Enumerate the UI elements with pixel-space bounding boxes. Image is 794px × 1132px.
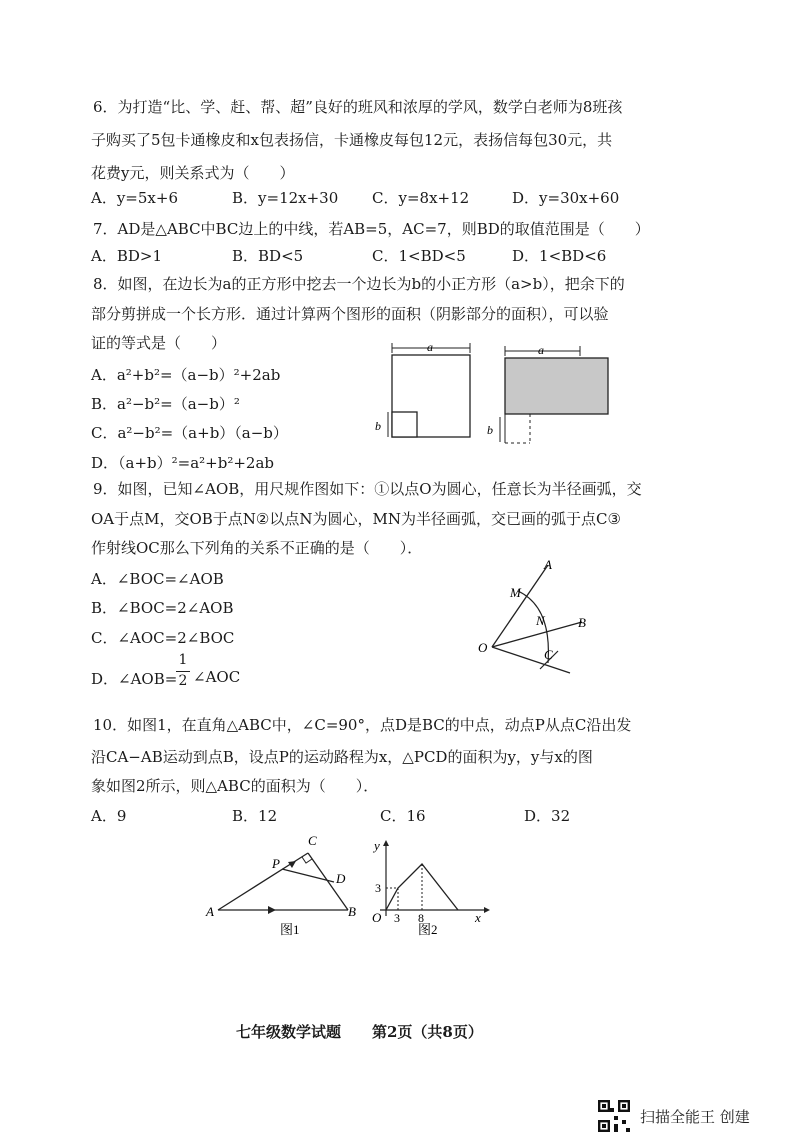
q10-option-c: C．16 [380,807,426,825]
q8-label-a-right: a [538,343,544,357]
footer-page: 第2页（共8页） [372,1023,483,1041]
q10-option-a: A．9 [91,807,127,825]
q9-ray-oc [492,647,570,673]
q9-option-d: D．∠AOB= [91,670,178,688]
fig2-tick-8: 8 [418,911,424,925]
q8-label-a-left: a [427,340,433,354]
q8-line1: 8．如图，在边长为a的正方形中挖去一个边长为b的小正方形（a>b），把余下的 [93,275,625,293]
q6-option-a: A．y=5x+6 [91,189,178,207]
q8-label-b-left: b [375,419,381,433]
q8-small-square [392,412,417,437]
fig2-label-y: y [374,838,380,853]
fig2-tick-3x: 3 [394,911,400,925]
q9-frac-bar [176,671,190,672]
q9-line1: 9．如图，已知∠AOB，用尺规作图如下：①以点O为圆心，任意长为半径画弧，交 [93,480,642,498]
qr-code-icon [598,1100,630,1132]
q8-option-b: B．a²−b²=（a−b）² [91,395,240,413]
q9-figure [470,555,600,685]
q9-label-a: A [544,557,552,572]
q9-line2: OA于点M，交OB于点N②以点N为圆心，MN为半径画弧，交已画的弧于点C③ [91,510,621,528]
q8-option-a: A．a²+b²=（a−b）²+2ab [91,366,281,384]
q8-figure [370,338,620,450]
q10-line1: 10．如图1，在直角△ABC中，∠C=90°，点D是BC的中点，动点P从点C沿出发 [93,716,632,734]
q8-option-d: D．（a+b）²=a²+b²+2ab [91,454,275,472]
q9-frac-den: 2 [178,673,188,689]
fig2-label-x: x [475,910,481,925]
fig1-label-b: B [348,904,356,919]
q9-option-d-tail: ∠AOC [193,668,241,686]
q9-label-b: B [578,615,586,630]
q9-label-n: N [536,613,545,628]
q7-option-c: C．1<BD<5 [372,247,466,265]
q9-line3: 作射线OC那么下列角的关系不正确的是（ ）． [91,539,423,557]
fig1-label-p: P [272,856,280,871]
q6-line2: 子购买了5包卡通橡皮和x包表扬信，卡通橡皮每包12元，表扬信每包30元，共 [91,131,613,149]
fig1-label-c: C [308,833,317,848]
fig1-arrow-ab [268,906,276,914]
footer-title: 七年级数学试题 [236,1023,342,1041]
watermark-text: 扫描全能王 创建 [640,1108,750,1126]
q9-frac-num: 1 [178,652,188,668]
q9-label-m: M [510,585,521,600]
q10-figures [200,830,500,942]
q9-ray-oa [492,565,548,647]
fig2-label-o: O [372,910,382,925]
q6-option-c: C．y=8x+12 [372,189,470,207]
q6-option-d: D．y=30x+60 [512,189,620,207]
q8-line3: 证的等式是（ ） [91,334,227,352]
q7-option-d: D．1<BD<6 [512,247,607,265]
q10-line3: 象如图2所示，则△ABC的面积为（ ）． [91,777,379,795]
fig1-label-d: D [336,871,346,886]
q8-label-b-right: b [487,423,493,437]
fig2-tick-3y: 3 [375,881,381,895]
q8-line2: 部分剪拼成一个长方形．通过计算两个图形的面积（阴影部分的面积），可以验 [91,305,609,323]
q7-option-a: A．BD>1 [91,247,162,265]
fig2-graph-line [386,864,458,910]
fig2-caption: 图2 [418,922,438,937]
q9-option-a: A．∠BOC=∠AOB [91,570,224,588]
q9-label-c: C [544,647,553,662]
fig1-label-a: A [206,904,214,919]
q6-option-b: B．y=12x+30 [232,189,339,207]
q9-label-o: O [478,640,488,655]
fig1-caption: 图1 [280,922,300,937]
fig1-right-angle [302,857,312,863]
q7-line1: 7．AD是△ABC中BC边上的中线，若AB=5，AC=7，则BD的取值范围是（ ） [93,220,650,238]
q10-line2: 沿CA−AB运动到点B，设点P的运动路程为x，△PCD的面积为y，y与x的图 [91,748,593,766]
q10-option-d: D．32 [524,807,571,825]
q6-line1: 6．为打造“比、学、赶、帮、超”良好的班风和浓厚的学风，数学白老师为8班孩 [93,98,623,116]
fig1-segment-pd [282,869,334,882]
q9-option-b: B．∠BOC=2∠AOB [91,599,234,617]
q9-option-c: C．∠AOC=2∠BOC [91,629,235,647]
q6-line3: 花费y元，则关系式为（ ） [91,164,295,182]
q7-option-b: B．BD<5 [232,247,304,265]
q8-rectangle [505,358,608,414]
q10-option-b: B．12 [232,807,278,825]
q8-option-c: C．a²−b²=（a+b）（a−b） [91,424,288,442]
